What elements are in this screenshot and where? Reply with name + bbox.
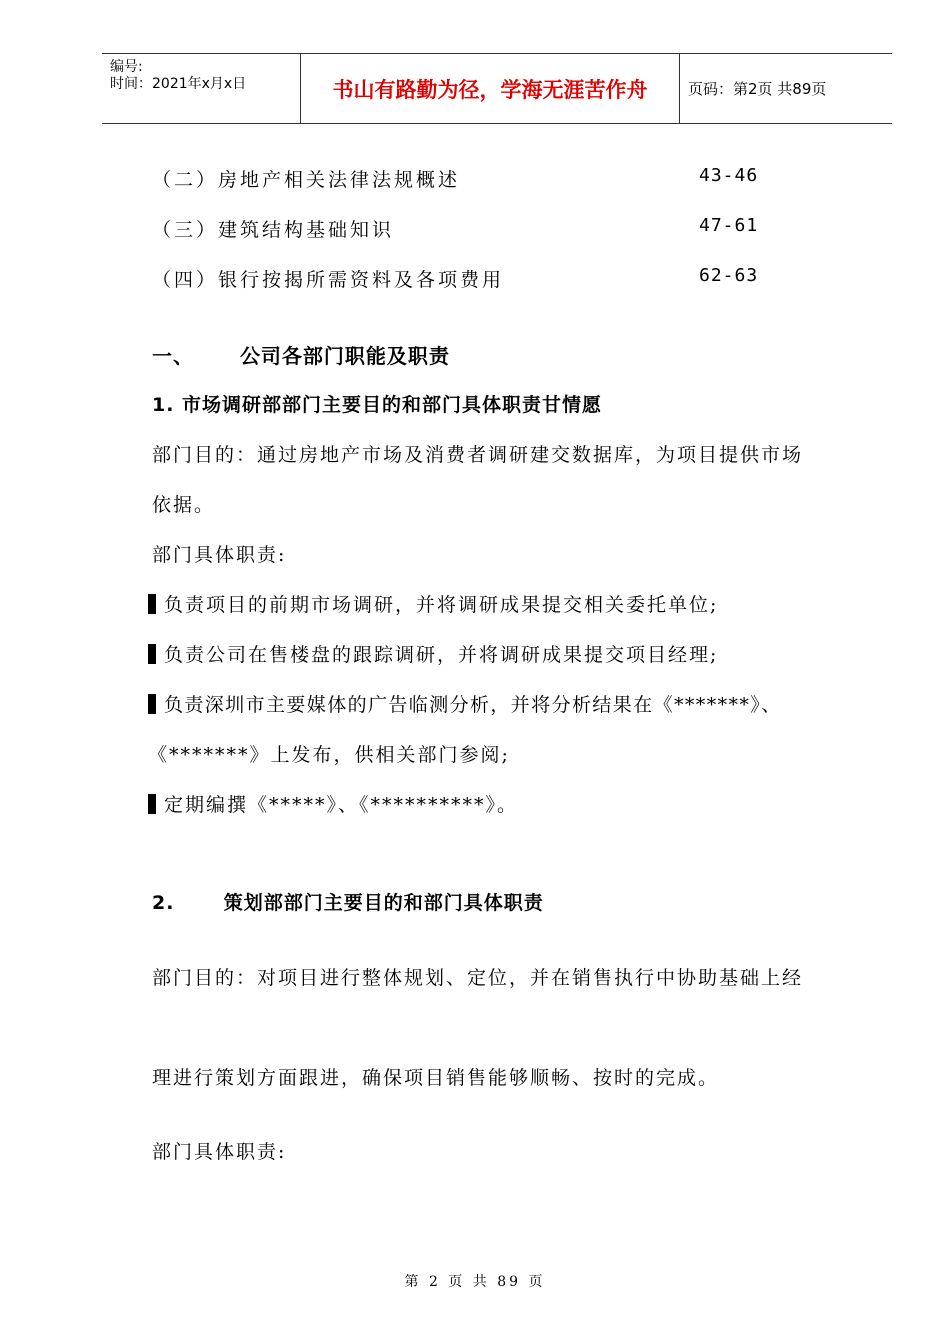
duty-text: 负责公司在售楼盘的跟踪调研，并将调研成果提交项目经理; bbox=[164, 644, 719, 666]
serial-label: 编号: bbox=[110, 59, 143, 75]
toc-row bbox=[152, 215, 772, 242]
duty-text: 定期编撰《*****》、《**********》。 bbox=[164, 794, 519, 816]
duty-item bbox=[148, 640, 718, 667]
toc-pages: 47-61 bbox=[699, 215, 759, 236]
section-number: 一、 bbox=[152, 344, 194, 368]
dept1-purpose-cont: 依据。 bbox=[152, 494, 216, 516]
dept2-number: 2. bbox=[152, 892, 175, 914]
page-footer: 第 2 页 共 89 页 bbox=[404, 1274, 546, 1290]
bullet-icon bbox=[148, 694, 156, 714]
duty-item bbox=[148, 790, 518, 817]
header-page-info: 页码：第2页 共89页 bbox=[688, 80, 827, 98]
dept2-heading bbox=[152, 888, 544, 915]
dept1-heading: 1. 市场调研部部门主要目的和部门具体职责甘情愿 bbox=[152, 394, 603, 416]
dept1-duties-label: 部门具体职责: bbox=[152, 544, 287, 566]
dept2-purpose: 部门目的：对项目进行整体规划、定位，并在销售执行中协助基础上经 bbox=[152, 967, 804, 989]
dept2-duties-label: 部门具体职责: bbox=[152, 1141, 287, 1163]
toc-label: （二）房地产相关法律法规概述 bbox=[152, 169, 461, 191]
duty-text-cont: 《*******》上发布，供相关部门参阅; bbox=[148, 744, 510, 766]
duty-item bbox=[148, 690, 782, 717]
toc-pages: 62-63 bbox=[699, 265, 759, 286]
toc-row bbox=[152, 265, 772, 292]
toc-pages: 43-46 bbox=[699, 165, 759, 186]
duty-text: 负责深圳市主要媒体的广告临测分析，并将分析结果在《*******》、 bbox=[164, 694, 782, 716]
header-meta bbox=[102, 54, 292, 123]
bullet-icon bbox=[148, 644, 156, 664]
section-heading bbox=[152, 340, 450, 369]
dept2-title: 策划部部门主要目的和部门具体职责 bbox=[223, 892, 544, 914]
header-motto: 书山有路勤为径，学海无涯苦作舟 bbox=[300, 54, 680, 123]
toc-label: （三）建筑结构基础知识 bbox=[152, 219, 395, 241]
dept1-purpose: 部门目的：通过房地产市场及消费者调研建交数据库，为项目提供市场 bbox=[152, 444, 804, 466]
duty-text: 负责项目的前期市场调研，并将调研成果提交相关委托单位; bbox=[164, 594, 719, 616]
duty-item bbox=[148, 590, 718, 617]
bullet-icon bbox=[148, 794, 156, 814]
page-header bbox=[102, 53, 892, 124]
dept2-purpose-cont: 理进行策划方面跟进，确保项目销售能够顺畅、按时的完成。 bbox=[152, 1067, 720, 1089]
toc-row bbox=[152, 165, 772, 192]
time-label: 时间：2021年x月x日 bbox=[110, 76, 247, 92]
bullet-icon bbox=[148, 594, 156, 614]
section-title: 公司各部门职能及职责 bbox=[239, 344, 450, 368]
toc-label: （四）银行按揭所需资料及各项费用 bbox=[152, 269, 505, 291]
